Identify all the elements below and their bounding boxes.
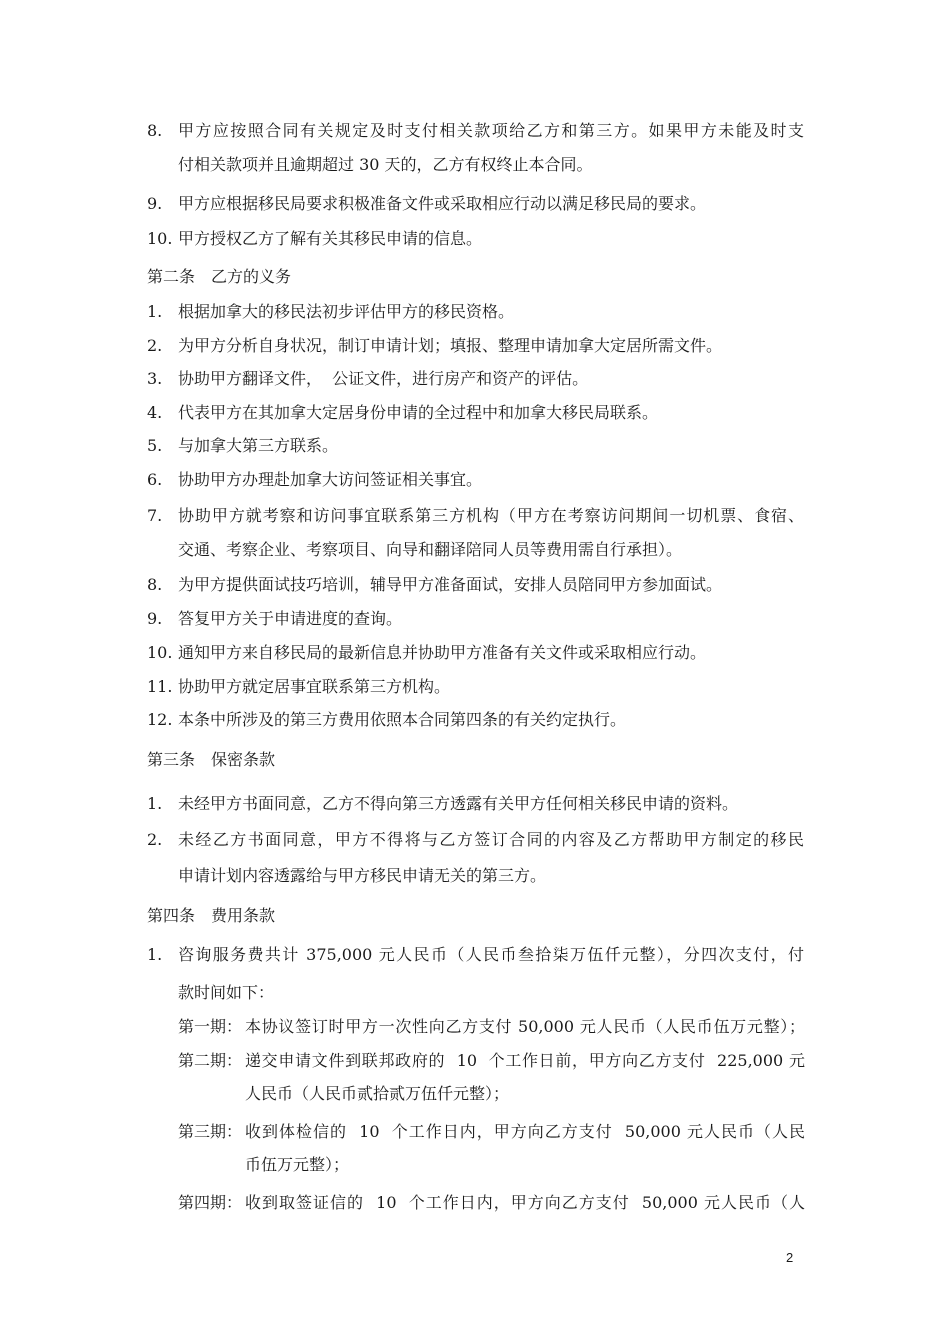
item-number: 9. (147, 194, 163, 213)
item-text-line: 根据加拿大的移民法初步评估甲方的移民资格。 (178, 302, 515, 321)
item-number: 1. (147, 794, 163, 813)
item-text-line: 为甲方提供面试技巧培训，辅导甲方准备面试，安排人员陪同甲方参加面试。 (178, 575, 723, 594)
item-number: 2. (147, 830, 163, 849)
item-number: 10. (147, 229, 173, 248)
phase-text-line: 递交申请文件到联邦政府的 10 个工作日前，甲方向乙方支付 225,000 元 (245, 1051, 805, 1070)
item-number: 10. (147, 643, 173, 662)
phase-label: 第一期： (178, 1017, 243, 1036)
item-number: 11. (147, 677, 173, 696)
section-heading: 第三条 保密条款 (147, 750, 276, 769)
phase-text-line: 人民币（人民币贰拾贰万伍仟元整）； (245, 1084, 510, 1103)
item-number: 8. (147, 575, 163, 594)
item-text-line: 本条中所涉及的第三方费用依照本合同第四条的有关约定执行。 (178, 710, 627, 729)
item-text-line: 与加拿大第三方联系。 (178, 436, 339, 455)
item-number: 4. (147, 403, 163, 422)
item-number: 1. (147, 302, 163, 321)
phase-label: 第二期： (178, 1051, 243, 1070)
item-number: 3. (147, 369, 163, 388)
page-number: 2 (786, 1250, 794, 1265)
phase-text-line: 本协议签订时甲方一次性向乙方支付 50,000 元人民币（人民币伍万元整）； (245, 1017, 805, 1036)
item-number: 1. (147, 945, 163, 964)
item-number: 8. (147, 121, 163, 140)
item-text-line: 通知甲方来自移民局的最新信息并协助甲方准备有关文件或采取相应行动。 (178, 643, 707, 662)
item-text-line: 未经乙方书面同意，甲方不得将与乙方签订合同的内容及乙方帮助甲方制定的移民 (178, 830, 804, 849)
item-text-line: 付相关款项并且逾期超过 30 天的，乙方有权终止本合同。 (178, 155, 593, 174)
phase-label: 第三期： (178, 1122, 243, 1141)
item-number: 6. (147, 470, 163, 489)
item-text-line: 甲方授权乙方了解有关其移民申请的信息。 (178, 229, 483, 248)
item-text-line: 代表甲方在其加拿大定居身份申请的全过程中和加拿大移民局联系。 (178, 403, 659, 422)
item-number: 12. (147, 710, 173, 729)
item-text-line: 申请计划内容透露给与甲方移民申请无关的第三方。 (178, 866, 547, 885)
item-text-line: 未经甲方书面同意，乙方不得向第三方透露有关甲方任何相关移民申请的资料。 (178, 794, 739, 813)
item-text-line: 答复甲方关于申请进度的查询。 (178, 609, 403, 628)
section-heading: 第四条 费用条款 (147, 906, 276, 925)
item-number: 7. (147, 506, 163, 525)
item-text-line: 协助甲方翻译文件， 公证文件，进行房产和资产的评估。 (178, 369, 589, 388)
item-number: 9. (147, 609, 163, 628)
item-text-line: 协助甲方就考察和访问事宜联系第三方机构（甲方在考察访问期间一切机票、食宿、 (178, 506, 804, 525)
item-text-line: 甲方应根据移民局要求积极准备文件或采取相应行动以满足移民局的要求。 (178, 194, 707, 213)
phase-label: 第四期： (178, 1193, 243, 1212)
phase-text-line: 收到体检信的 10 个工作日内，甲方向乙方支付 50,000 元人民币（人民 (245, 1122, 805, 1141)
item-number: 5. (147, 436, 163, 455)
item-number: 2. (147, 336, 163, 355)
phase-text-line: 币伍万元整）； (245, 1155, 350, 1174)
item-text-line: 款时间如下： (178, 983, 275, 1002)
phase-text-line: 收到取签证信的 10 个工作日内，甲方向乙方支付 50,000 元人民币（人 (245, 1193, 805, 1212)
item-text-line: 协助甲方就定居事宜联系第三方机构。 (178, 677, 451, 696)
section-heading: 第二条 乙方的义务 (147, 267, 292, 286)
item-text-line: 为甲方分析自身状况，制订申请计划；填报、整理申请加拿大定居所需文件。 (178, 336, 723, 355)
item-text-line: 咨询服务费共计 375,000 元人民币（人民币叁拾柒万伍仟元整），分四次支付，付 (178, 945, 804, 964)
item-text-line: 甲方应按照合同有关规定及时支付相关款项给乙方和第三方。如果甲方未能及时支 (178, 121, 804, 140)
item-text-line: 协助甲方办理赴加拿大访问签证相关事宜。 (178, 470, 483, 489)
item-text-line: 交通、考察企业、考察项目、向导和翻译陪同人员等费用需自行承担）。 (178, 540, 683, 559)
